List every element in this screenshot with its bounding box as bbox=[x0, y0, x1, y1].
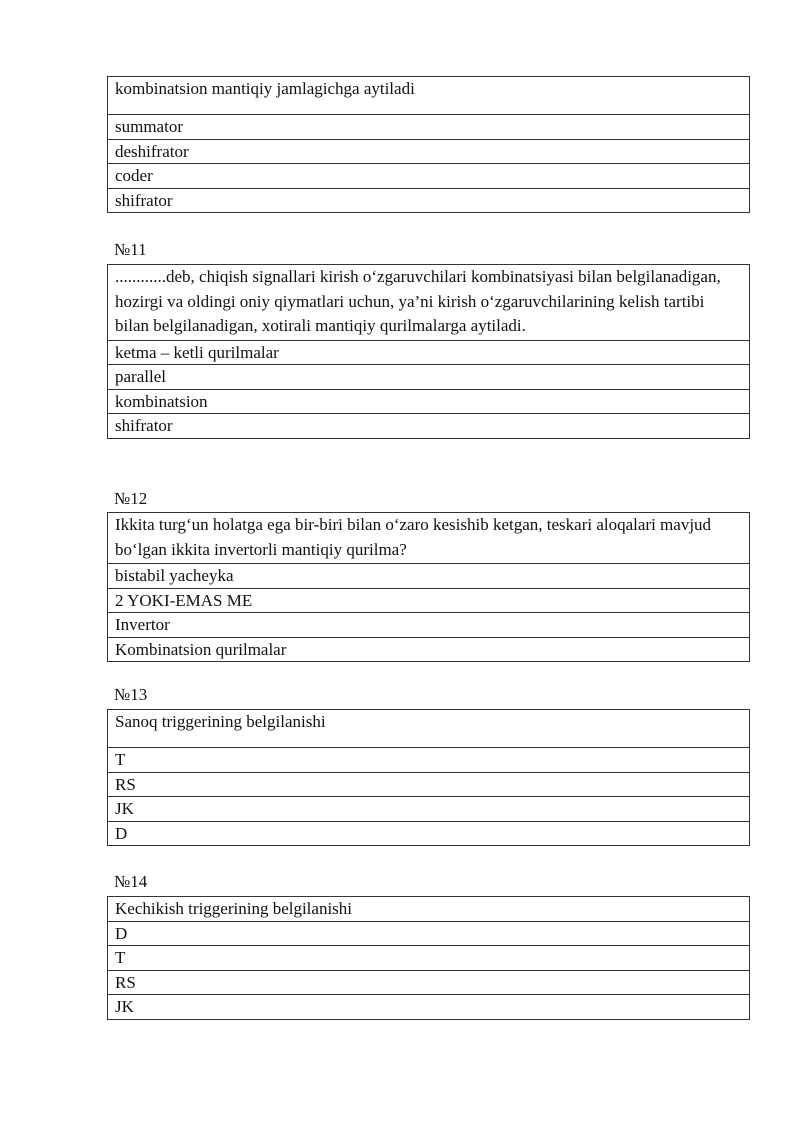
answer-option: RS bbox=[108, 772, 750, 797]
question-number: №13 bbox=[114, 685, 148, 704]
answer-option: T bbox=[108, 748, 750, 773]
question-text: Ikkita turg‘un holatga ega bir-biri bilan o‘zaro kesishib ketgan, teskari aloqalari mavjud bo‘lgan ikkita invertorli mantiqiy qurilma? bbox=[108, 513, 750, 564]
answer-option: JK bbox=[108, 995, 750, 1020]
question-text: kombinatsion mantiqiy jamlagichga aytiladi bbox=[108, 77, 750, 115]
answer-option: Kombinatsion qurilmalar bbox=[108, 637, 750, 662]
answer-option: summator bbox=[108, 115, 750, 140]
question-number: №14 bbox=[114, 872, 148, 891]
question-table-12 bbox=[107, 512, 750, 662]
question-number: №11 bbox=[114, 240, 147, 259]
answer-option: D bbox=[108, 821, 750, 846]
question-text: Kechikish triggerining belgilanishi bbox=[108, 897, 750, 922]
answer-option: RS bbox=[108, 970, 750, 995]
answer-option: 2 YOKI-EMAS ME bbox=[108, 588, 750, 613]
answer-option: ketma – ketli qurilmalar bbox=[108, 340, 750, 365]
answer-option: parallel bbox=[108, 365, 750, 390]
question-number: №12 bbox=[114, 489, 148, 508]
question-table-13 bbox=[107, 709, 750, 846]
answer-option: shifrator bbox=[108, 414, 750, 439]
answer-option: kombinatsion bbox=[108, 389, 750, 414]
question-table-14 bbox=[107, 896, 750, 1020]
answer-option: T bbox=[108, 946, 750, 971]
answer-option: JK bbox=[108, 797, 750, 822]
answer-option: deshifrator bbox=[108, 139, 750, 164]
question-text: Sanoq triggerining belgilanishi bbox=[108, 710, 750, 748]
answer-option: D bbox=[108, 921, 750, 946]
answer-option: Invertor bbox=[108, 613, 750, 638]
answer-option: bistabil yacheyka bbox=[108, 564, 750, 589]
question-text: ............deb, chiqish signallari kirish o‘zgaruvchilari kombinatsiyasi bilan belgilanadigan, hozirgi va oldingi oniy qiymatlari uchun, ya’ni kirish o‘zgaruvchilarining kelish tartibi bilan belgilanadigan, xotirali mantiqiy qurilmalarga aytiladi. bbox=[108, 265, 750, 341]
question-table-11 bbox=[107, 264, 750, 439]
answer-option: shifrator bbox=[108, 188, 750, 213]
answer-option: coder bbox=[108, 164, 750, 189]
question-table-10 bbox=[107, 76, 750, 213]
